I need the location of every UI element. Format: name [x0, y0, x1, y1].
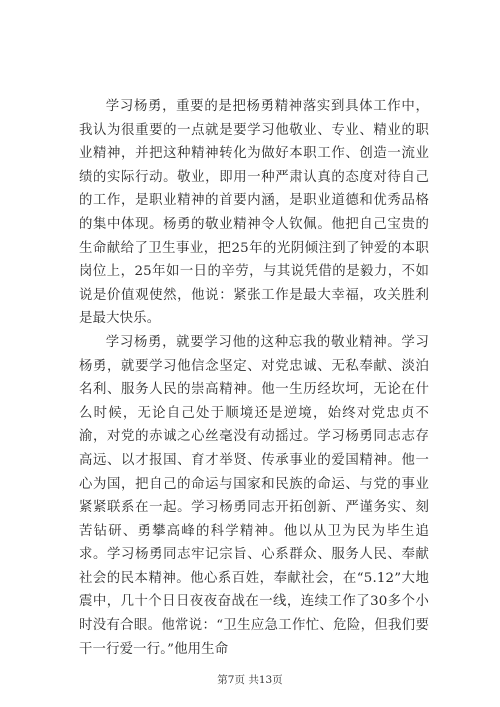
- document-body: [79, 95, 429, 661]
- paragraph-1: 学习杨勇，重要的是把杨勇精神落实到具体工作中，我认为很重要的一点就是要学习他敬业、专业、精业的职业精神，并把这种精神转化为做好本职工作、创造一流业绩的实际行动。敬业，即用一种严肃认真的态度对待自己的工作，是职业精神的首要内涵，是职业道德和优秀品格的集中体现。杨勇的敬业精神令人钦佩。他把自己宝贵的生命献给了卫生事业，把25年的光阴倾注到了钟爱的本职岗位上，25年如一日的辛劳，与其说凭借的是毅力，不如说是价值观使然，他说：紧张工作是最大幸福，攻关胜利是最大快乐。: [79, 99, 429, 327]
- paragraph-2: 学习杨勇，就要学习他的这种忘我的敬业精神。学习杨勇，就要学习他信念坚定、对党忠诚、无私奉献、淡泊名利、服务人民的崇高精神。他一生历经坎坷，无论在什么时候，无论自己处于顺境还是逆境，始终对党忠贞不渝，对党的赤诚之心丝毫没有动摇过。学习杨勇同志志存高远、以才报国、育才举贤、传承事业的爱国精神。他一心为国，把自己的命运与国家和民族的命运、与党的事业紧紧联系在一起。学习杨勇同志开拓创新、严谨务实、刻苦钻研、勇攀高峰的科学精神。他以从卫为民为毕生追求。学习杨勇同志牢记宗旨、心系群众、服务人民、奉献社会的民本精神。他心系百姓，奉献社会，在“5.12”大地震中，几十个日日夜夜奋战在一线，连续工作了30多个小时没有合眼。他常说：“卫生应急工作忙、危险，但我们要干一行爱一行。”他用生命: [79, 334, 429, 657]
- page-footer: 第7页 共13页: [217, 674, 283, 686]
